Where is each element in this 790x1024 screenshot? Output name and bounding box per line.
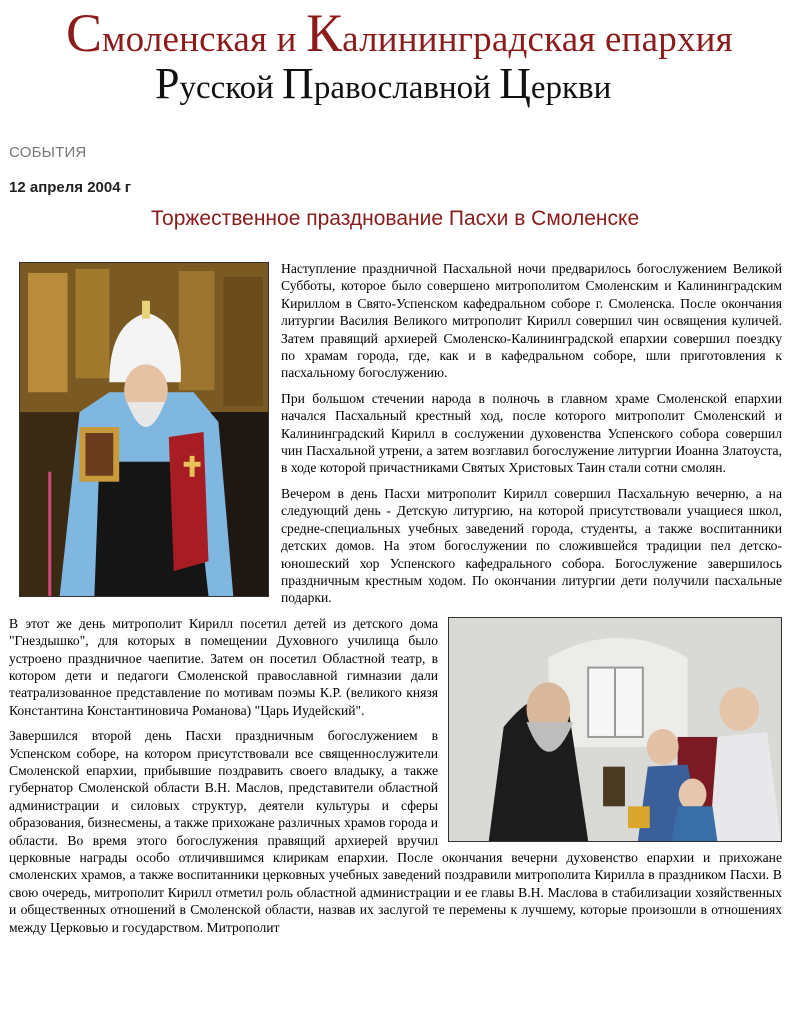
section-label[interactable]: СОБЫТИЯ: [9, 144, 87, 161]
paragraph: При большом стечении народа в полночь в главном храме Смоленской епархии начался Пасхальный крестный ход, после которого митрополит Смоленский и Калининградский Кирилл в сослужении духовенства Успенского собора совершил чин Пасхальной утрени, а затем возглавил богослужение литургии Иоанна Златоуста, в ходе которой причастниками Святых Христовых Таин стали сотни смолян.: [281, 390, 782, 476]
children-gifts-photo: [448, 617, 782, 842]
metropolitan-photo: [19, 262, 269, 597]
masthead-initial: Р: [155, 59, 180, 108]
metropolitan-photo-graphic: [20, 263, 268, 596]
masthead-line-2: [155, 59, 635, 108]
article-title: Торжественное празднование Пасхи в Смоленске: [150, 207, 640, 230]
masthead: [0, 0, 790, 118]
article-date: 12 апреля 2004 г: [9, 179, 131, 196]
paragraph: В этот же день митрополит Кирилл посетил детей из детского дома "Гнездышко", для которых в помещении Духовного училища было устроено праздничное чаепитие. Затем он посетил Областной театр, в котором дети и педагоги Смоленской православной гимназии дали театрализованное представление по мотивам поэмы К.Р. (великого князя Константина Константиновича Романова) "Царь Иудейский".: [9, 615, 438, 718]
masthead-initial: Ц: [499, 59, 531, 108]
masthead-line-1: [66, 3, 733, 63]
article-body: [9, 260, 782, 944]
masthead-text: усской: [179, 70, 283, 106]
children-gifts-photo-graphic: [449, 618, 781, 841]
masthead-text: моленская и: [102, 19, 307, 60]
masthead-initial: С: [66, 3, 103, 63]
paragraph: Наступление праздничной Пасхальной ночи предварилось богослужением Великой Субботы, которое было совершено митрополитом Смоленским и Калининградским Кириллом в Свято-Успенском кафедральном соборе г. Смоленска. После окончания литургии Василия Великого митрополит Кирилл совершил чин освящения куличей. Затем правящий архиерей Смоленско-Калининградской епархии совершил поездку по храмам города, где, как и в кафедральном соборе, шли приготовления к пасхальному богослужению.: [281, 261, 782, 381]
masthead-initial: К: [306, 3, 343, 63]
paragraph: Вечером в день Пасхи митрополит Кирилл совершил Пасхальную вечерню, а на следующий день - Детскую литургию, на которой присутствовали учащиеся школ, средне-специальных учебных заведений города, студенты, а также воспитанники детских домов. На этом богослужении по сложившейся традиции пел детско-юношеский хор Успенского кафедрального собора. Богослужение завершилось праздничным крестным ходом. По окончании литургии дети получили пасхальные подарки.: [281, 485, 782, 606]
masthead-initial: П: [282, 59, 314, 108]
masthead-text: алининградская епархия: [342, 19, 733, 60]
paragraph: Завершился второй день Пасхи праздничным богослужением в Успенском соборе, на котором присутствовали все священнослужители Смоленской епархии, прибывшие поздравить своего владыку, а также губернатор Смоленской области В.Н. Маслов, представители областной администрации и силовых структур, деятели культуры и сферы образования, бизнесмены, а также прихожане различных храмов города и области. Во время этого богослужения правящий архиерей вручил церковные награды особо отличившимся клирикам епархии. После окончания вечерни духовенство епархии и прихожане смоленских храмов, а также воспитанники церковных учебных заведений поздравили митрополита Кирилла в праздником Пасхи. В свою очередь, митрополит Кирилл отметил роль областной администрации и ее главы В.Н. Маслова в стабилизации хозяйственных и общественных отношений в Смоленской области, назвав их заслугой те перемены к лучшему, которые произошли в отношениях между Церковью и государством. Митрополит: [9, 728, 782, 935]
masthead-text: еркви: [530, 70, 612, 106]
masthead-text: равославной: [313, 70, 500, 106]
